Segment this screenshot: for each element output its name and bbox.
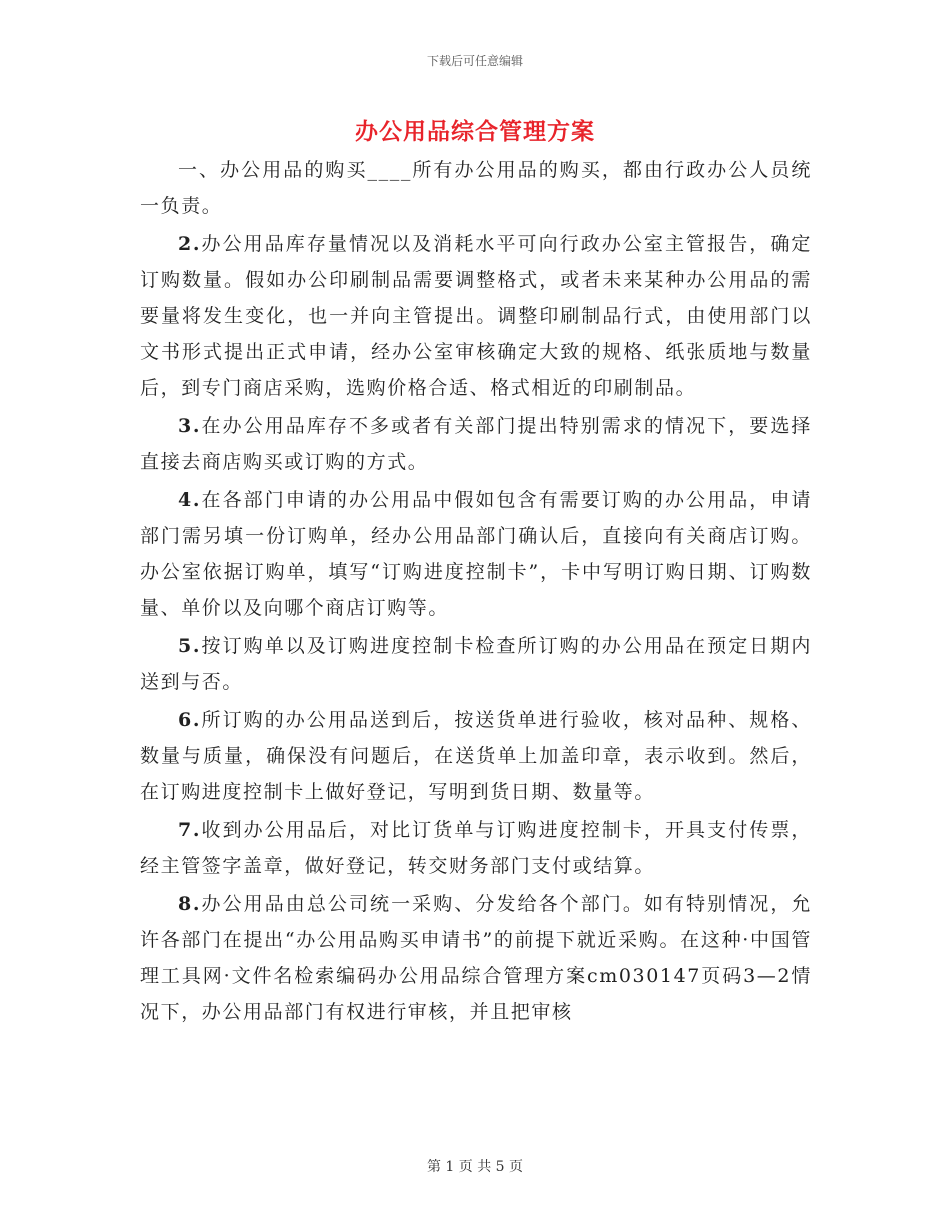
- paragraph-text: 办公用品由总公司统一采购、分发给各个部门。如有特别情况，允许各部门在提出“办公用品购买申请书”的前提下就近采购。在这种·中国管理工具网·文件名检索编码办公用品综合管理方案cm030147页码3—2情况下，办公用品部门有权进行审核，并且把审核: [140, 893, 812, 1023]
- paragraph: [140, 152, 812, 224]
- paragraph: [140, 408, 812, 480]
- paragraph-text: 所订购的办公用品送到后，按送货单进行验收，核对品种、规格、数量与质量，确保没有问题后，在送货单上加盖印章，表示收到。然后，在订购进度控制卡上做好登记，写明到货日期、数量等。: [140, 709, 812, 803]
- paragraph-text: 在办公用品库存不多或者有关部门提出特别需求的情况下，要选择直接去商店购买或订购的方式。: [140, 415, 812, 473]
- document-title: 办公用品综合管理方案: [355, 118, 595, 145]
- paragraph-number: 8.: [178, 893, 202, 915]
- paragraph: [140, 482, 812, 626]
- document-body: [140, 152, 812, 1032]
- paragraph: [140, 628, 812, 700]
- paragraph-text: 一、办公用品的购买____所有办公用品的购买，都由行政办公人员统一负责。: [140, 159, 812, 217]
- paragraph-text: 在各部门申请的办公用品中假如包含有需要订购的办公用品，申请部门需另填一份订购单，经办公用品部门确认后，直接向有关商店订购。办公室依据订购单，填写“订购进度控制卡”，卡中写明订购日期、订购数量、单价以及向哪个商店订购等。: [140, 489, 812, 619]
- paragraph: [140, 886, 812, 1030]
- paragraph-text: 按订购单以及订购进度控制卡检查所订购的办公用品在预定日期内送到与否。: [140, 635, 812, 693]
- page-header: 下载后可任意编辑: [426, 54, 523, 68]
- paragraph: [140, 812, 812, 884]
- paragraph-number: 3.: [178, 415, 202, 437]
- paragraph: [140, 226, 812, 406]
- page-footer: 第 1 页 共 5 页: [426, 1159, 524, 1175]
- paragraph-text: 办公用品库存量情况以及消耗水平可向行政办公室主管报告，确定订购数量。假如办公印刷制品需要调整格式，或者未来某种办公用品的需要量将发生变化，也一并向主管提出。调整印刷制品行式，由使用部门以文书形式提出正式申请，经办公室审核确定大致的规格、纸张质地与数量后，到专门商店采购，选购价格合适、格式相近的印刷制品。: [140, 233, 812, 399]
- paragraph: [140, 702, 812, 810]
- paragraph-number: 2.: [178, 233, 202, 255]
- paragraph-number: 4.: [178, 489, 202, 511]
- paragraph-number: 5.: [178, 635, 202, 657]
- paragraph-text: 收到办公用品后，对比订货单与订购进度控制卡，开具支付传票，经主管签字盖章，做好登记，转交财务部门支付或结算。: [140, 819, 812, 877]
- paragraph-number: 6.: [178, 709, 202, 731]
- paragraph-number: 7.: [178, 819, 202, 841]
